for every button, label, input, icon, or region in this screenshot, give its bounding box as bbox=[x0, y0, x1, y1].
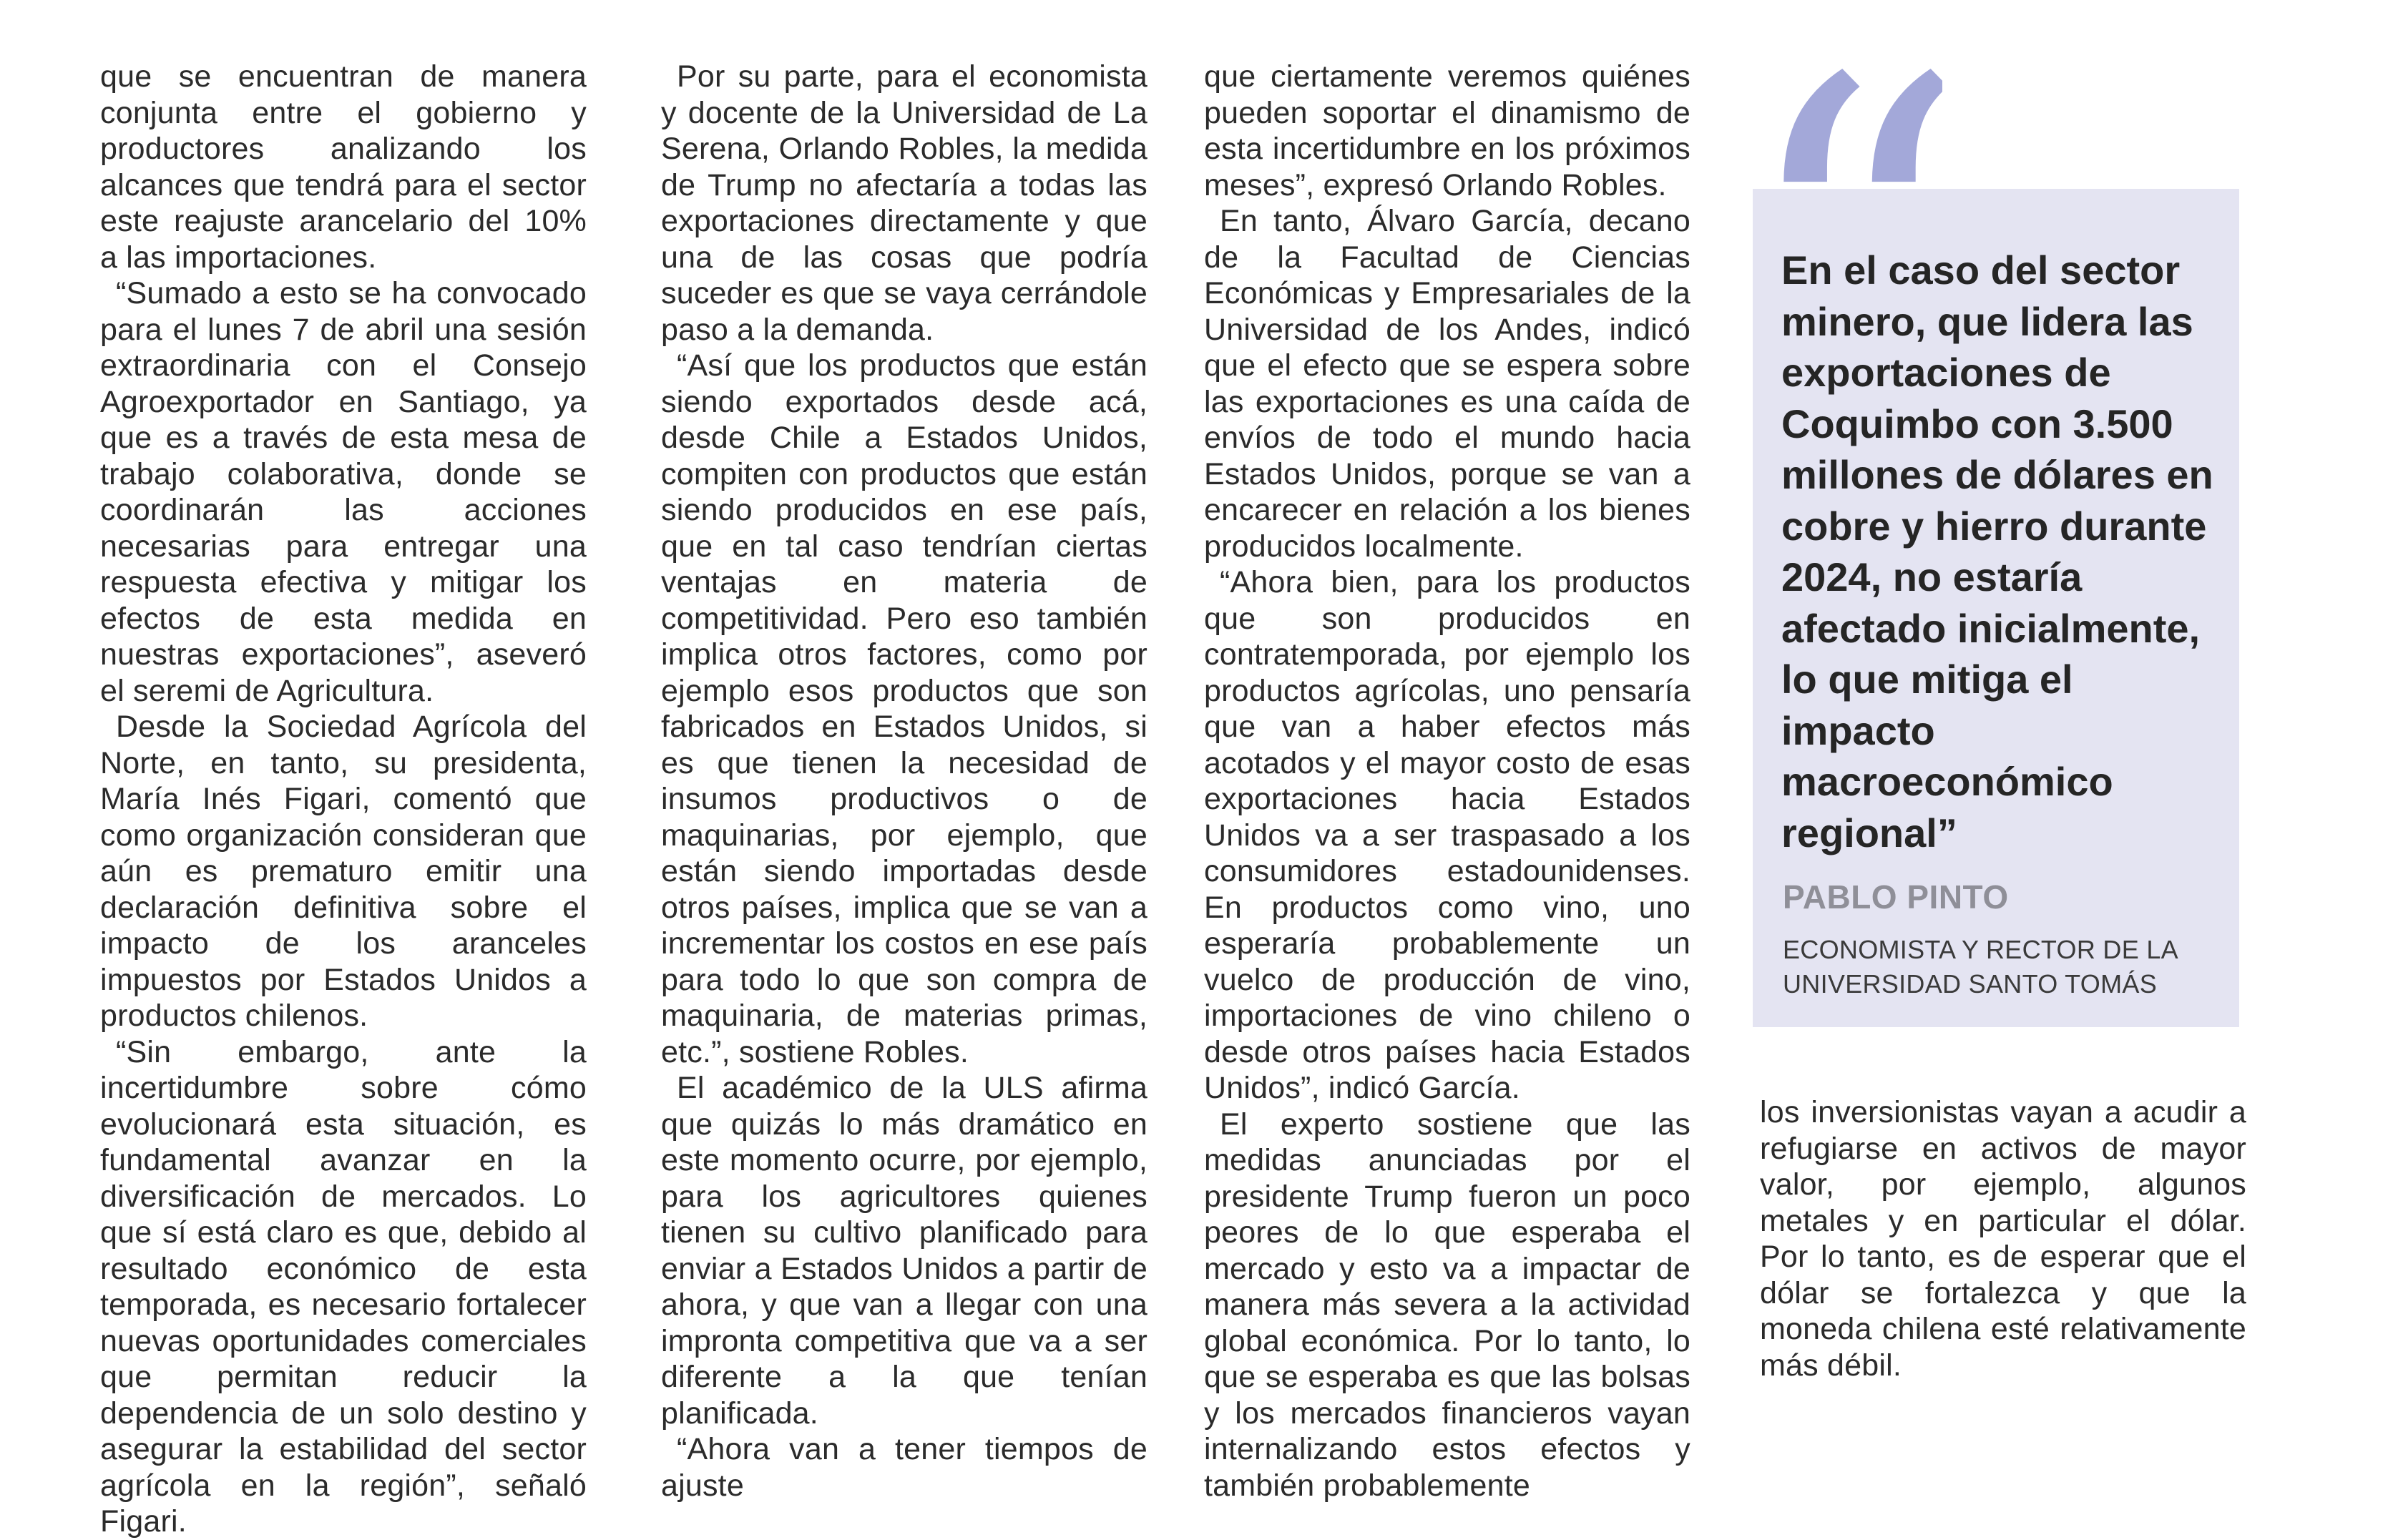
paragraph: Por su parte, para el economista y docente de la Universidad de La Serena, Orlando Robles, la medida de Trump no afectaría a todas las exportaciones directamente y que una de las cosas que podría suceder es que se vaya cerrándole paso a la demanda. bbox=[661, 59, 1147, 347]
paragraph: “Sumado a esto se ha convocado para el lunes 7 de abril una sesión extraordinaria con el Consejo Agroexportador en Santiago, ya que es a través de esta mesa de trabajo colaborativa, donde se coordinarán las acciones necesarias para entregar una respuesta efectiva y mitigar los efectos de esta medida en nuestras exportaciones”, aseveró el seremi de Agricultura. bbox=[100, 276, 587, 708]
paragraph: Desde la Sociedad Agrícola del Norte, en tanto, su presidenta, María Inés Figari, comentó que como organización consideran que aún es prematuro emitir una declaración definitiva sobre el impacto de los aranceles impuestos por Estados Unidos a productos chilenos. bbox=[100, 710, 587, 1033]
paragraph: “Así que los productos que están siendo exportados desde acá, desde Chile a Estados Unidos, compiten con productos que están siendo producidos en ese país, que en tal caso tendrían ciertas ventajas en materia de competitividad. Pero eso también implica otros factores, como por ejemplo esos productos que son fabricados en Estados Unidos, si es que tienen la necesidad de insumos productivos o de maquinarias, por ejemplo, que están siendo importadas desde otros países, implica que se van a incrementar los costos en ese país para todo lo que son compra de maquinaria, de materias primas, etc.”, sostiene Robles. bbox=[661, 348, 1147, 1069]
paragraph: “Ahora bien, para los productos que son producidos en contratemporada, por ejemplo los productos agrícolas, uno pensaría que van a haber efectos más acotados y el mayor costo de esas exportaciones hacia Estados Unidos va a ser traspasado a los consumidores estadounidenses. En productos como vino, uno esperaría probablemente un vuelco de producción de vino, importaciones de vino chileno o desde otros países hacia Estados Unidos”, indicó García. bbox=[1204, 565, 1690, 1105]
article-column-3 bbox=[1204, 59, 1690, 1504]
article-column-4 bbox=[1760, 1094, 2246, 1383]
paragraph: “Sin embargo, ante la incertidumbre sobre cómo evolucionará esta situación, es fundamental avanzar en la diversificación de mercados. Lo que sí está claro es que, debido al resultado económico de esta temporada, es necesario fortalecer nuevas oportunidades comerciales que permitan reducir la dependencia de un solo destino y asegurar la estabilidad del sector agrícola en la región”, señaló Figari. bbox=[100, 1034, 587, 1539]
paragraph: El académico de la ULS afirma que quizás lo más dramático en este momento ocurre, por ejemplo, para los agricultores quienes tienen su cultivo planificado para enviar a Estados Unidos a partir de ahora, y que van a llegar con una impronta competitiva que va a ser diferente a la que tenían planificada. bbox=[661, 1071, 1147, 1431]
pull-quote-author: PABLO PINTO bbox=[1783, 878, 2009, 916]
article-column-1 bbox=[100, 59, 587, 1540]
paragraph: “Ahora van a tener tiempos de ajuste bbox=[661, 1432, 1147, 1503]
paragraph: El experto sostiene que las medidas anunciadas por el presidente Trump fueron un poco peores de lo que esperaba el mercado y esto va a impactar de manera más severa a la actividad global económica. Por lo tanto, lo que se esperaba es que las bolsas y los mercados financieros vayan internalizando estos efectos y también probablemente bbox=[1204, 1107, 1690, 1503]
paragraph: los inversionistas vayan a acudir a refugiarse en activos de mayor valor, por ejemplo, algunos metales y en particular el dólar. Por lo tanto, es de esperar que el dólar se fortalezca y que la moneda chilena esté relativamente más débil. bbox=[1760, 1095, 2246, 1383]
pull-quote-role: ECONOMISTA Y RECTOR DE LA UNIVERSIDAD SANTO TOMÁS bbox=[1783, 935, 2177, 999]
article-column-2 bbox=[661, 59, 1147, 1504]
paragraph: que se encuentran de manera conjunta entre el gobierno y productores analizando los alcances que tendrá para el sector este reajuste arancelario del 10% a las importaciones. bbox=[100, 59, 587, 275]
quotation-mark-icon bbox=[1737, 21, 1942, 250]
pull-quote-text: En el caso del sector minero, que lidera las exportaciones de Coquimbo con 3.500 millones de dólares en cobre y hierro durante 2024, no estaría afectado inicialmente, lo que mitiga el impacto macroeconómico regional” bbox=[1781, 247, 2213, 855]
paragraph: que ciertamente veremos quiénes pueden soportar el dinamismo de esta incertidumbre en los próximos meses”, expresó Orlando Robles. bbox=[1204, 59, 1690, 202]
paragraph: En tanto, Álvaro García, decano de la Facultad de Ciencias Económicas y Empresariales de la Universidad de los Andes, indicó que el efecto que se espera sobre las exportaciones es una caída de envíos de todo el mundo hacia Estados Unidos, porque se van a encarecer en relación a los bienes producidos localmente. bbox=[1204, 204, 1690, 564]
